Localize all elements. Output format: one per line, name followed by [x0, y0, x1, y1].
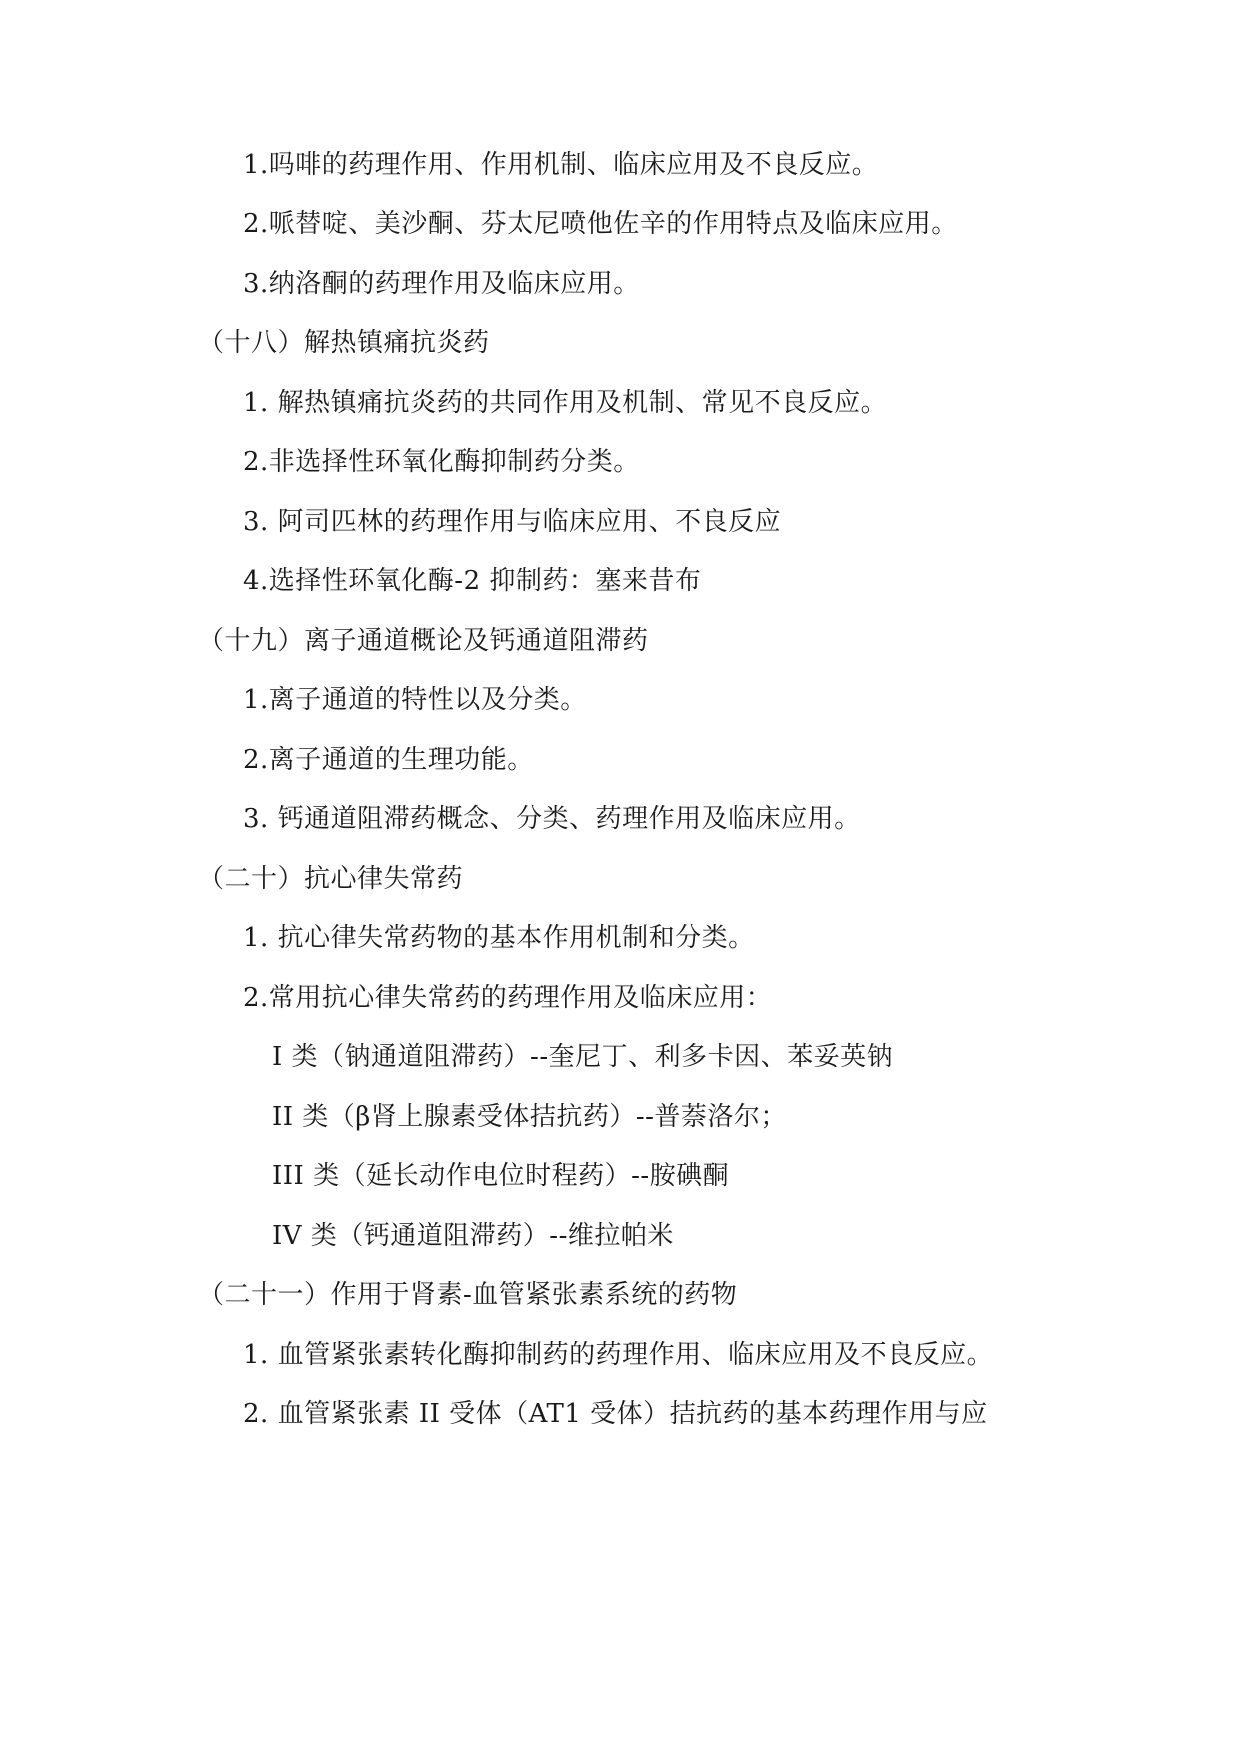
section-heading-21: （二十一）作用于肾素-血管紧张素系统的药物	[198, 1280, 738, 1310]
list-item-class-i: I 类（钠通道阻滞药）--奎尼丁、利多卡因、苯妥英钠	[272, 1042, 894, 1072]
list-item-ion-channel-properties: 1.离子通道的特性以及分类。	[243, 685, 587, 715]
section-heading-19: （十九）离子通道概论及钙通道阻滞药	[198, 626, 649, 656]
list-item-morphine: 1.吗啡的药理作用、作用机制、临床应用及不良反应。	[243, 150, 879, 180]
list-item-class-ii: II 类（β肾上腺素受体拮抗药）--普萘洛尔；	[272, 1102, 787, 1132]
list-item-pethidine: 2.哌替啶、美沙酮、芬太尼喷他佐辛的作用特点及临床应用。	[243, 209, 958, 239]
list-item-aspirin: 3. 阿司匹林的药理作用与临床应用、不良反应	[243, 507, 782, 537]
list-item-calcium-blockers: 3. 钙通道阻滞药概念、分类、药理作用及临床应用。	[243, 804, 861, 834]
list-item-ion-channel-function: 2.离子通道的生理功能。	[243, 745, 534, 775]
list-item-arb: 2. 血管紧张素 II 受体（AT1 受体）拮抗药的基本药理作用与应	[243, 1399, 988, 1429]
list-item-antiarrhythmic-mechanism: 1. 抗心律失常药物的基本作用机制和分类。	[243, 923, 755, 953]
list-item-acei: 1. 血管紧张素转化酶抑制药的药理作用、临床应用及不良反应。	[243, 1340, 994, 1370]
list-item-antiarrhythmic-drugs: 2.常用抗心律失常药的药理作用及临床应用：	[243, 983, 773, 1013]
section-heading-18: （十八）解热镇痛抗炎药	[198, 328, 490, 358]
list-item-class-iv: IV 类（钙通道阻滞药）--维拉帕米	[272, 1221, 674, 1251]
list-item-class-iii: III 类（延长动作电位时程药）--胺碘酮	[272, 1161, 730, 1191]
list-item-cox2: 4.选择性环氧化酶-2 抑制药：塞来昔布	[243, 566, 702, 596]
section-heading-20: （二十）抗心律失常药	[198, 864, 464, 894]
list-item-naloxone: 3.纳洛酮的药理作用及临床应用。	[243, 269, 640, 299]
list-item-cox-classification: 2.非选择性环氧化酶抑制药分类。	[243, 447, 640, 477]
list-item-nsaid-common: 1. 解热镇痛抗炎药的共同作用及机制、常见不良反应。	[243, 388, 888, 418]
